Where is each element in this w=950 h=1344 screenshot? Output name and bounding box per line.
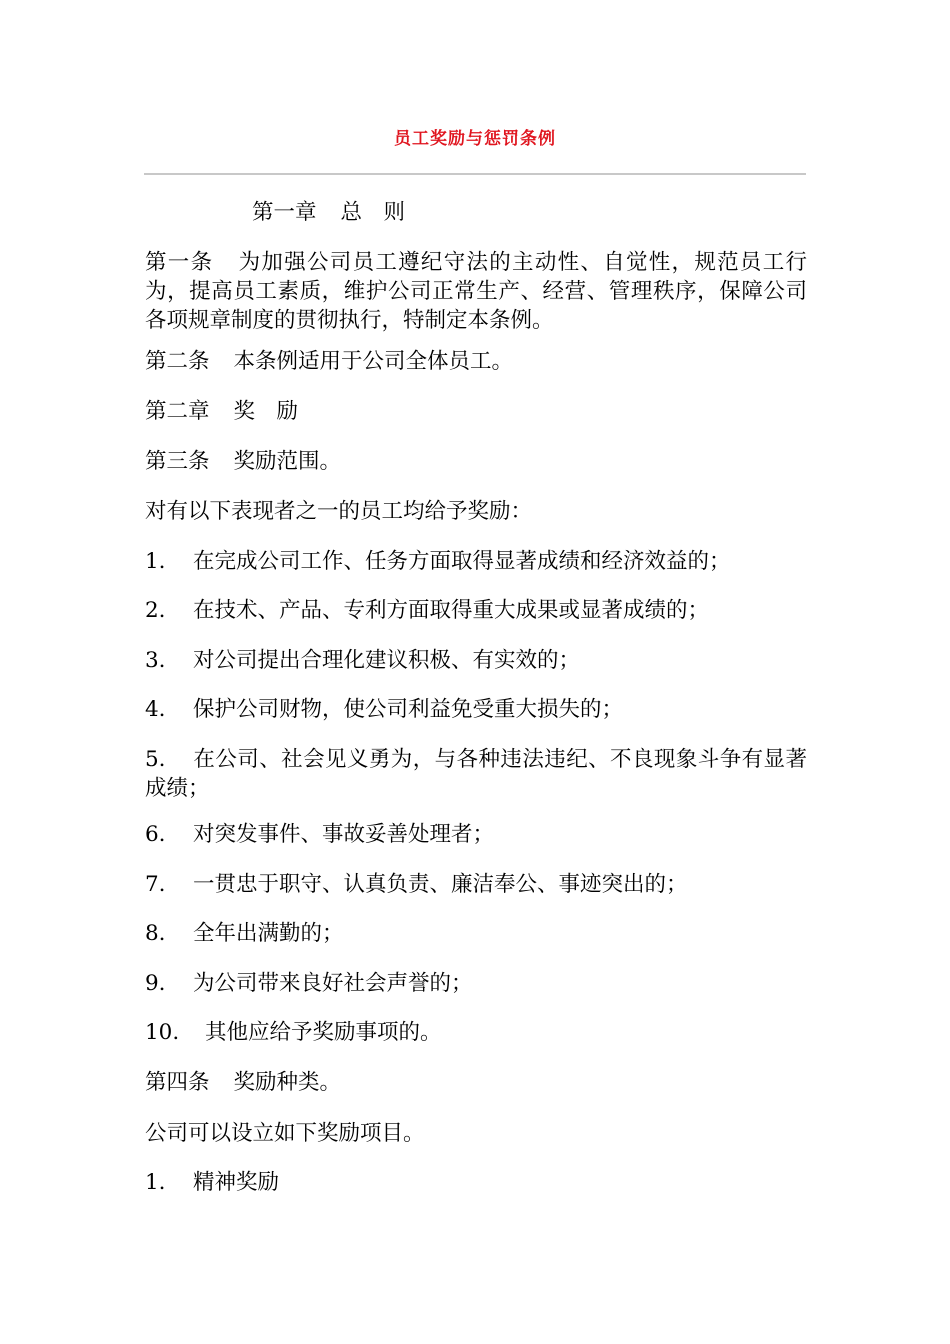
reward-item-number: 7.	[145, 872, 166, 897]
reward-item	[145, 870, 807, 899]
type-item-text: 精神奖励	[193, 1170, 280, 1195]
reward-item-text: 在技术、产品、专利方面取得重大成果或显著成绩的；	[193, 598, 710, 623]
reward-item	[145, 745, 807, 803]
reward-item-number: 6.	[145, 822, 166, 847]
reward-item-text: 一贯忠于职守、认真负责、廉洁奉公、事迹突出的；	[193, 872, 688, 897]
reward-item	[145, 919, 807, 948]
reward-item-number: 9.	[145, 971, 166, 996]
reward-item	[145, 820, 807, 849]
article-4-text: 奖励种类。	[233, 1070, 342, 1095]
article-1	[145, 248, 807, 335]
reward-item-text: 对公司提出合理化建议积极、有实效的；	[193, 648, 581, 673]
reward-intro: 对有以下表现者之一的员工均给予奖励：	[145, 499, 533, 524]
chapter-1-name: 总 则	[340, 200, 406, 225]
title-divider	[144, 173, 806, 175]
chapter-2-name: 奖 励	[233, 399, 299, 424]
reward-item	[145, 695, 807, 724]
article-4-label: 第四条	[145, 1070, 210, 1095]
reward-item-number: 1.	[145, 549, 166, 574]
chapter-1-label: 第一章	[252, 200, 317, 225]
reward-item-number: 4.	[145, 697, 166, 722]
article-3	[145, 447, 807, 476]
chapter-2-heading	[145, 397, 807, 426]
article-1-label: 第一条	[145, 250, 214, 275]
reward-item	[145, 596, 807, 625]
reward-item	[145, 646, 807, 675]
article-2	[145, 347, 807, 376]
chapter-1-heading	[252, 198, 914, 227]
reward-item	[145, 547, 807, 576]
reward-item-number: 3.	[145, 648, 166, 673]
reward-item-text: 对突发事件、事故妥善处理者；	[193, 822, 495, 847]
article-3-label: 第三条	[145, 449, 210, 474]
reward-item	[145, 1018, 807, 1047]
reward-item-number: 8.	[145, 921, 166, 946]
document-title: 员工奖励与惩罚条例	[394, 129, 556, 149]
article-4	[145, 1068, 807, 1097]
article-2-label: 第二条	[145, 349, 210, 374]
reward-item-text: 保护公司财物，使公司利益免受重大损失的；	[193, 697, 624, 722]
reward-item-number: 2.	[145, 598, 166, 623]
type-item-number: 1.	[145, 1170, 166, 1195]
type-item	[145, 1168, 807, 1197]
reward-item-number: 10.	[145, 1020, 180, 1045]
reward-item-text: 其他应给予奖励事项的。	[205, 1020, 442, 1045]
reward-item-text: 为公司带来良好社会声誉的；	[193, 971, 473, 996]
reward-item	[145, 969, 807, 998]
reward-item-text: 全年出满勤的；	[193, 921, 344, 946]
reward-item-number: 5.	[145, 747, 166, 772]
article-3-text: 奖励范围。	[233, 449, 342, 474]
article-1-text: 为加强公司员工遵纪守法的主动性、自觉性，规范员工行为，提高员工素质，维护公司正常生产、经营、管理秩序，保障公司各项规章制度的贯彻执行，特制定本条例。	[145, 250, 807, 333]
article-2-text: 本条例适用于公司全体员工。	[233, 349, 514, 374]
reward-item-text: 在完成公司工作、任务方面取得显著成绩和经济效益的；	[193, 549, 731, 574]
chapter-2-label: 第二章	[145, 399, 210, 424]
reward-item-text: 在公司、社会见义勇为，与各种违法违纪、不良现象斗争有显著成绩；	[145, 747, 807, 801]
types-intro: 公司可以设立如下奖励项目。	[145, 1121, 425, 1146]
